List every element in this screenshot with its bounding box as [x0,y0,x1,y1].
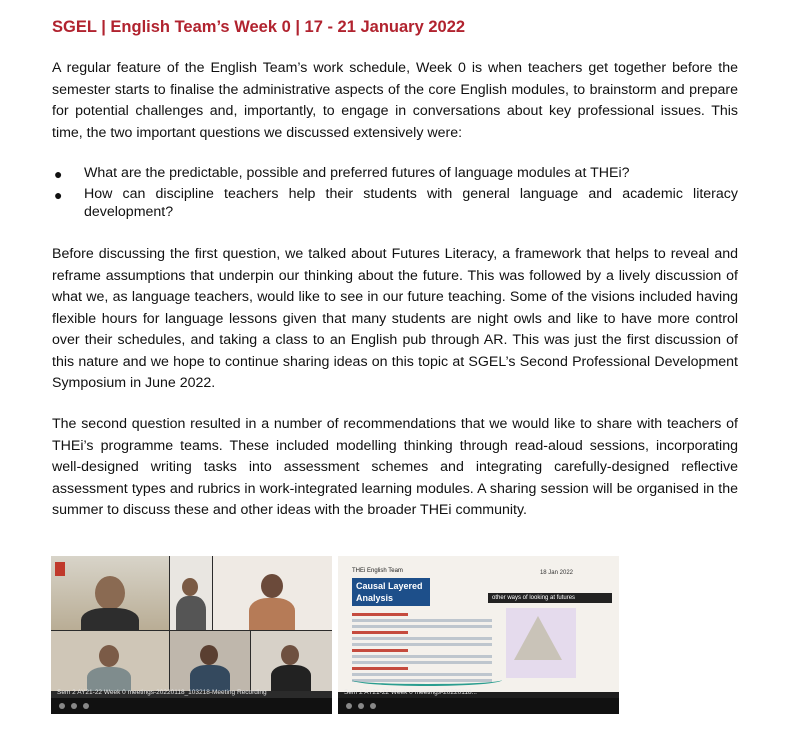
bullet-icon: ● [54,166,63,182]
intro-paragraph: A regular feature of the English Team’s work schedule, Week 0 is when teachers get together before the semester starts to finalise the administrative aspects of the core English modules, to brainstorm and prepare for potential challenges and, importantly, to engage in conversations about key professional issues. This time, the two important questions we discussed extensively were: [52,60,738,141]
player-controls [51,698,332,714]
recommendations-paragraph: The second question resulted in a number of recommendations that we would like to share with teachers of THEi’s programme teams. These included modelling thinking through read-aloud sessions, incorporating well-designed writing tasks into assessment schemes and integrating carefully-designed reflective assessment types and rubrics in work-integrated learning modules. A sharing session will be organised in the summer to discuss these and other ideas with the broader THEi community. [52,416,738,518]
bullet-icon: ● [54,187,63,203]
participant-tile [170,631,250,691]
slide-header: THEi English Team [352,568,403,574]
list-item: ● What are the predictable, possible and preferred futures of language modules at THEi? [54,165,630,182]
participant-tile [213,556,332,630]
participant-tile [251,631,332,691]
slide-title: Causal Layered Analysis [352,578,430,606]
slide-subtitle: other ways of looking at futures [488,593,612,603]
participant-tile [51,556,169,630]
futures-literacy-paragraph: Before discussing the first question, we talked about Futures Literacy, a framework that helps to reveal and reframe assumptions that underpin our thinking about the future. This was followed by a lively discussion of what we, as language teachers, would like to see in our future teaching. Some of the visions included having flexible hours for language lessons given that many students are night owls and like to have more control over their schedules, and taking a class to an English pub through AR. This was just the first discussion of this nature and we hope to continue sharing ideas on this topic at SGEL’s Second Professional Development Symposium in June 2022. [52,246,738,391]
meeting-photo [51,556,332,714]
slide-date: 18 Jan 2022 [539,570,573,576]
slide-photo [338,556,619,714]
participant-tile [170,556,212,630]
recording-caption: Sem 2 AY21-22 Week 0 meetings-20220118... [344,689,477,696]
page-title: SGEL | English Team’s Week 0 | 17 - 21 January 2022 [52,18,466,36]
participant-tile [51,631,169,691]
presentation-slide [338,556,619,692]
list-item: ● How can discipline teachers help their students with general language and academic literacy development? [54,186,738,220]
question-list [52,164,738,224]
wave-line [352,674,502,686]
triangle-diagram [514,616,562,660]
recording-caption: Sem 2 AY21-22 Week 0 meetings-20220118_103218-Meeting Recording [57,689,267,696]
player-controls [338,698,619,714]
